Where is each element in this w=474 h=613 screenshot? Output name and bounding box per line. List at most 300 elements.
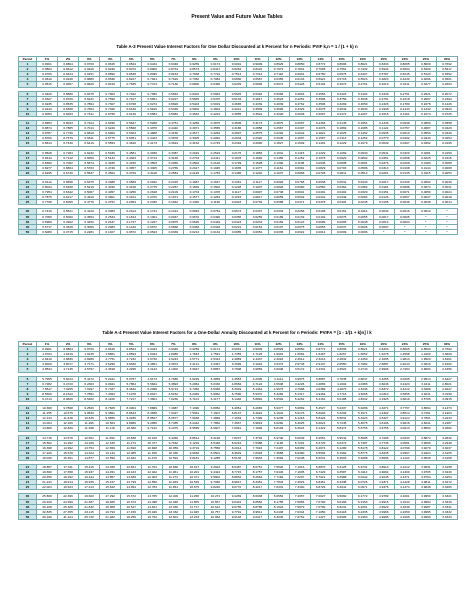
factor-cell: 5.7590: [226, 391, 247, 396]
factor-cell: 0.5568: [121, 126, 142, 131]
factor-cell: 0.1078: [310, 155, 331, 160]
factor-cell: 0.9615: [100, 347, 121, 352]
factor-cell: 1.9135: [79, 352, 100, 357]
factor-cell: 7.3658: [268, 450, 289, 455]
factor-cell: 0.7561: [331, 67, 352, 72]
factor-cell: 0.5194: [310, 82, 331, 87]
factor-cell: 3.3230: [436, 470, 457, 475]
factor-cell: 2.1065: [373, 357, 394, 362]
factor-cell: 10.274: [205, 494, 226, 499]
factor-cell: 5.6685: [352, 435, 373, 440]
factor-cell: 3.8887: [310, 376, 331, 381]
factor-cell: 9.4466: [163, 435, 184, 440]
factor-cell: 0.9423: [58, 72, 79, 77]
factor-cell: 5.3349: [226, 386, 247, 391]
factor-cell: 0.2697: [310, 111, 331, 116]
factor-cell: 6.1944: [268, 411, 289, 416]
factor-cell: 9.2526: [79, 406, 100, 411]
factor-cell: 0.7954: [37, 190, 58, 195]
factor-cell: 0.0074: [415, 185, 436, 190]
factor-cell: 10.836: [163, 464, 184, 469]
factor-cell: 0.8548: [100, 77, 121, 82]
factor-cell: 6.2335: [352, 509, 373, 514]
factor-cell: 10.567: [205, 499, 226, 504]
factor-cell: 6.4235: [268, 416, 289, 421]
factor-cell: 7.2497: [268, 445, 289, 450]
factor-cell: 0.0320: [394, 150, 415, 155]
factor-cell: 0.0610: [394, 131, 415, 136]
factor-cell: 20.456: [37, 475, 58, 480]
factor-cell: 0.2394: [226, 141, 247, 146]
factor-cell: 14.451: [100, 470, 121, 475]
factor-cell: 0.8277: [37, 165, 58, 170]
factor-cell: 7.6344: [289, 509, 310, 514]
factor-cell: 9.7632: [163, 440, 184, 445]
factor-cell: 0.1229: [310, 150, 331, 155]
factor-cell: 0.0181: [373, 185, 394, 190]
factor-cell: 0.7513: [226, 72, 247, 77]
factor-cell: 3.9927: [184, 367, 205, 372]
factor-cell: 8.1755: [268, 499, 289, 504]
factor-cell: 0.9091: [226, 62, 247, 67]
factor-cell: 11.925: [184, 509, 205, 514]
factor-cell: 11.118: [100, 426, 121, 431]
factor-cell: 12.233: [184, 514, 205, 519]
rate-header: 12%: [268, 342, 289, 347]
factor-cell: 0.1594: [436, 96, 457, 101]
factor-cell: 1.7125: [247, 352, 268, 357]
factor-cell: 0.0053: [436, 170, 457, 175]
factor-cell: 3.3289: [415, 386, 436, 391]
period-cell: 14: [19, 136, 37, 141]
factor-cell: 3.2487: [436, 421, 457, 426]
factor-cell: 0.2320: [247, 136, 268, 141]
factor-cell: 0.4556: [310, 91, 331, 96]
factor-cell: 0.2330: [142, 200, 163, 205]
factor-cell: 7.2297: [289, 475, 310, 480]
factor-cell: 0.8929: [268, 347, 289, 352]
factor-cell: 8.6938: [247, 494, 268, 499]
period-cell: 3: [19, 357, 37, 362]
factor-cell: 3.0373: [268, 362, 289, 367]
factor-cell: 4.4859: [205, 376, 226, 381]
factor-cell: 0.7284: [58, 150, 79, 155]
factor-cell: 2.5771: [184, 357, 205, 362]
factor-cell: 0.9346: [163, 62, 184, 67]
factor-cell: 0.3387: [163, 150, 184, 155]
factor-cell: 0.0532: [289, 195, 310, 200]
factor-cell: 0.7224: [79, 121, 100, 126]
factor-cell: 0.9327: [37, 96, 58, 101]
factor-cell: 6.2153: [352, 499, 373, 504]
factor-cell: 0.6227: [163, 96, 184, 101]
factor-cell: 0.0431: [310, 195, 331, 200]
factor-cell: 18.292: [58, 475, 79, 480]
factor-cell: 5.4675: [352, 421, 373, 426]
factor-cell: 0.0151: [331, 209, 352, 214]
factor-cell: 21.487: [79, 499, 100, 504]
period-cell: 9: [19, 106, 37, 111]
factor-cell: 7.5361: [184, 411, 205, 416]
factor-cell: 4.9476: [373, 485, 394, 490]
factor-cell: 0.3624: [163, 141, 184, 146]
factor-cell: 1.9520: [415, 357, 436, 362]
factor-cell: 14.324: [79, 450, 100, 455]
factor-cell: 18.908: [100, 504, 121, 509]
factor-cell: 0.4150: [163, 131, 184, 136]
factor-cell: 0.4581: [121, 150, 142, 155]
factor-cell: 0.3269: [331, 101, 352, 106]
factor-cell: 8.4217: [247, 485, 268, 490]
factor-cell: 9.2950: [142, 421, 163, 426]
factor-cell: 0.1685: [352, 126, 373, 131]
factor-cell: 3.3330: [436, 499, 457, 504]
rate-header: 6%: [142, 57, 163, 62]
factor-cell: 0.0208: [394, 160, 415, 165]
factor-cell: 0.5066: [268, 91, 289, 96]
factor-cell: 7.3255: [58, 386, 79, 391]
factor-cell: 0.8264: [226, 67, 247, 72]
factor-cell: 13.799: [121, 480, 142, 485]
factor-cell: 3.3272: [436, 480, 457, 485]
factor-cell: 0.6864: [58, 165, 79, 170]
factor-cell: 0.0313: [373, 165, 394, 170]
factor-cell: 7.1196: [268, 440, 289, 445]
factor-cell: 13.134: [100, 450, 121, 455]
factor-cell: 0.1346: [373, 121, 394, 126]
factor-cell: 0.7579: [58, 136, 79, 141]
factor-cell: 4.9245: [373, 475, 394, 480]
factor-cell: 6.5504: [310, 450, 331, 455]
factor-cell: 15.415: [79, 464, 100, 469]
factor-cell: 0.7107: [121, 96, 142, 101]
rate-header: 5%: [121, 57, 142, 62]
factor-cell: 0.7002: [58, 160, 79, 165]
factor-cell: 4.8534: [37, 367, 58, 372]
factor-cell: 7.1034: [226, 416, 247, 421]
factor-cell: 0.0826: [268, 185, 289, 190]
factor-cell: 0.5470: [205, 96, 226, 101]
factor-cell: 0.7130: [163, 82, 184, 87]
factor-cell: 0.6768: [121, 101, 142, 106]
factor-cell: 0.6598: [58, 179, 79, 184]
factor-cell: 4.0591: [394, 440, 415, 445]
factor-cell: 10.962: [205, 514, 226, 519]
factor-cell: 8.3838: [142, 411, 163, 416]
factor-cell: 2.4437: [247, 357, 268, 362]
factor-cell: 5.5370: [247, 391, 268, 396]
factor-cell: 6.4624: [289, 426, 310, 431]
factor-cell: 0.2946: [289, 111, 310, 116]
factor-cell: 0.4057: [100, 190, 121, 195]
factor-cell: 0.0334: [268, 209, 289, 214]
factor-cell: 7.6517: [37, 386, 58, 391]
factor-cell: 8.5136: [226, 455, 247, 460]
factor-cell: 0.2267: [352, 111, 373, 116]
factor-cell: 0.4970: [142, 126, 163, 131]
factor-cell: 0.9009: [247, 62, 268, 67]
factor-cell: 0.7441: [79, 111, 100, 116]
factor-cell: 0.1229: [331, 141, 352, 146]
factor-cell: 6.6166: [331, 499, 352, 504]
period-cell: 13: [19, 416, 37, 421]
factor-cell: 0.1452: [352, 131, 373, 136]
factor-cell: 1.7833: [184, 352, 205, 357]
factor-cell: 1.6681: [289, 352, 310, 357]
factor-cell: 0.0213: [184, 229, 205, 234]
factor-cell: 0.5346: [247, 91, 268, 96]
factor-cell: 2.7232: [121, 357, 142, 362]
factor-cell: 0.0875: [163, 219, 184, 224]
factor-cell: 0.0009: [331, 229, 352, 234]
factor-cell: 0.5132: [226, 96, 247, 101]
factor-cell: 5.9288: [352, 455, 373, 460]
factor-cell: 7.0027: [310, 494, 331, 499]
factor-cell: 6.7291: [289, 440, 310, 445]
factor-cell: 0.0558: [436, 121, 457, 126]
factor-cell: 0.8000: [415, 62, 436, 67]
factor-cell: 0.6830: [226, 77, 247, 82]
factor-cell: 6.4674: [310, 445, 331, 450]
factor-cell: 4.7135: [58, 367, 79, 372]
factor-cell: 19.793: [100, 509, 121, 514]
factor-cell: 0.8065: [394, 62, 415, 67]
factor-cell: 3.9424: [415, 450, 436, 455]
factor-cell: 7.6446: [268, 470, 289, 475]
factor-cell: 3.8241: [415, 421, 436, 426]
factor-cell: 0.1300: [268, 160, 289, 165]
factor-cell: 0.9426: [79, 67, 100, 72]
factor-cell: 3.9995: [415, 509, 436, 514]
factor-cell: 4.8332: [352, 396, 373, 401]
factor-cell: 0.0703: [331, 165, 352, 170]
factor-cell: 0.3505: [226, 121, 247, 126]
factor-cell: 4.0013: [394, 426, 415, 431]
factor-cell: 4.0333: [394, 435, 415, 440]
period-cell: 36: [19, 219, 37, 224]
factor-cell: 0.4523: [268, 96, 289, 101]
factor-cell: 7.5488: [247, 440, 268, 445]
factor-cell: 5.8178: [352, 445, 373, 450]
factor-cell: 0.4323: [331, 91, 352, 96]
factor-cell: 8.1924: [268, 504, 289, 509]
factor-cell: 10.371: [184, 475, 205, 480]
rate-header: 5%: [121, 342, 142, 347]
factor-cell: 5.7864: [121, 381, 142, 386]
factor-cell: 0.3450: [79, 219, 100, 224]
factor-cell: 0.8396: [142, 72, 163, 77]
factor-cell: 0.0802: [352, 155, 373, 160]
factor-cell: 0.0038: [415, 200, 436, 205]
factor-cell: 0.0543: [142, 229, 163, 234]
factor-cell: 0.0116: [436, 155, 457, 160]
factor-cell: 0.6989: [37, 219, 58, 224]
factor-cell: 0.0085: [226, 229, 247, 234]
factor-cell: 0.5051: [121, 136, 142, 141]
factor-cell: 6.8399: [289, 445, 310, 450]
factor-cell: 0.5921: [310, 77, 331, 82]
factor-cell: 8.3649: [226, 450, 247, 455]
factor-cell: 0.8375: [79, 91, 100, 96]
period-cell: 2: [19, 352, 37, 357]
factor-cell: 9.8181: [184, 455, 205, 460]
factor-cell: 0.1727: [121, 219, 142, 224]
factor-cell: 0.5120: [415, 72, 436, 77]
period-cell: 8: [19, 386, 37, 391]
factor-cell: 0.2919: [184, 150, 205, 155]
factor-cell: 0.0088: [394, 185, 415, 190]
factor-cell: 7.5856: [289, 499, 310, 504]
period-cell: 16: [19, 150, 37, 155]
factor-cell: 0.0680: [289, 185, 310, 190]
factor-cell: 3.6299: [100, 362, 121, 367]
factor-cell: 0.1486: [226, 170, 247, 175]
factor-cell: 3.9279: [415, 445, 436, 450]
factor-cell: 0.9612: [58, 67, 79, 72]
factor-cell: 0.0071: [394, 190, 415, 195]
factor-cell: 0.0471: [289, 200, 310, 205]
factor-cell: 0.6756: [100, 111, 121, 116]
factor-cell: 0.6407: [352, 72, 373, 77]
factor-cell: 3.3286: [436, 485, 457, 490]
factor-cell: 8.8786: [247, 504, 268, 509]
factor-cell: 0.2042: [289, 131, 310, 136]
factor-cell: *: [436, 224, 457, 229]
factor-cell: 13.865: [37, 426, 58, 431]
factor-cell: 4.3295: [121, 367, 142, 372]
factor-cell: 0.1164: [394, 111, 415, 116]
factor-cell: 5.3893: [163, 381, 184, 386]
factor-cell: 7.1909: [247, 426, 268, 431]
factor-cell: 0.1807: [289, 136, 310, 141]
rate-header: 13%: [289, 342, 310, 347]
factor-cell: 5.8892: [247, 396, 268, 401]
factor-cell: 0.1678: [415, 101, 436, 106]
factor-cell: 8.0751: [247, 464, 268, 469]
factor-cell: 0.7432: [352, 67, 373, 72]
factor-cell: 0.4104: [352, 91, 373, 96]
factor-cell: 0.7014: [79, 126, 100, 131]
factor-cell: 5.8775: [352, 450, 373, 455]
factor-cell: 0.1240: [247, 170, 268, 175]
factor-cell: 25.808: [37, 494, 58, 499]
factor-cell: 0.1741: [142, 209, 163, 214]
factor-cell: 1.5278: [373, 352, 394, 357]
factor-cell: 0.4529: [58, 224, 79, 229]
factor-cell: 6.3125: [331, 464, 352, 469]
factor-cell: 0.0035: [268, 229, 289, 234]
factor-cell: 0.6419: [79, 141, 100, 146]
factor-cell: 0.9524: [121, 347, 142, 352]
period-cell: 9: [19, 391, 37, 396]
factor-cell: 4.0386: [352, 381, 373, 386]
factor-cell: 0.0754: [205, 209, 226, 214]
factor-cell: 0.4751: [163, 121, 184, 126]
factor-cell: 4.9995: [373, 514, 394, 519]
factor-cell: 8.5595: [184, 426, 205, 431]
factor-cell: 21.832: [79, 504, 100, 509]
factor-cell: 0.1821: [310, 131, 331, 136]
factor-cell: 0.4803: [289, 91, 310, 96]
period-cell: 18: [19, 160, 37, 165]
factor-cell: 4.3553: [226, 376, 247, 381]
factor-cell: 0.9804: [58, 62, 79, 67]
factor-cell: 0.1415: [289, 150, 310, 155]
factor-cell: 0.0168: [394, 165, 415, 170]
factor-cell: 8.0552: [268, 494, 289, 499]
factor-cell: 0.3050: [352, 101, 373, 106]
factor-cell: 9.8986: [121, 421, 142, 426]
factor-cell: 0.3751: [100, 200, 121, 205]
factor-cell: 0.2693: [436, 82, 457, 87]
factor-cell: 0.0930: [352, 150, 373, 155]
factor-cell: 0.7938: [184, 72, 205, 77]
factor-cell: 0.0057: [394, 195, 415, 200]
factor-cell: 0.6139: [121, 111, 142, 116]
factor-cell: 0.7118: [268, 72, 289, 77]
factor-cell: 0.0031: [436, 185, 457, 190]
rate-header: 4%: [100, 57, 121, 62]
factor-cell: 5.4172: [79, 376, 100, 381]
factor-cell: 0.0180: [415, 160, 436, 165]
factor-cell: 10.336: [163, 450, 184, 455]
factor-cell: 0.8850: [289, 347, 310, 352]
factor-cell: 9.8226: [205, 485, 226, 490]
factor-cell: 13.035: [163, 504, 184, 509]
factor-cell: 4.8696: [373, 455, 394, 460]
period-cell: 13: [19, 131, 37, 136]
factor-cell: 5.9952: [205, 391, 226, 396]
factor-cell: 7.0197: [79, 386, 100, 391]
rate-header: 14%: [310, 57, 331, 62]
period-cell: 19: [19, 450, 37, 455]
factor-cell: 17.292: [100, 494, 121, 499]
factor-cell: 16.398: [37, 445, 58, 450]
factor-cell: 2.2832: [331, 357, 352, 362]
factor-cell: 4.1103: [394, 455, 415, 460]
factor-cell: 2.1662: [436, 362, 457, 367]
rate-header: 7%: [163, 57, 184, 62]
factor-cell: 0.1161: [268, 165, 289, 170]
factor-cell: 0.2314: [121, 209, 142, 214]
factor-cell: 0.0151: [373, 190, 394, 195]
factor-cell: 2.9137: [310, 362, 331, 367]
factor-cell: 0.0376: [373, 160, 394, 165]
factor-cell: 0.1117: [226, 190, 247, 195]
factor-cell: 0.0318: [205, 224, 226, 229]
factor-cell: 0.1954: [352, 121, 373, 126]
factor-cell: 0.0126: [373, 195, 394, 200]
factor-cell: 0.6209: [226, 82, 247, 87]
factor-cell: 3.2233: [436, 416, 457, 421]
factor-cell: 3.2743: [352, 367, 373, 372]
factor-cell: 3.8514: [394, 411, 415, 416]
factor-cell: 0.8219: [100, 82, 121, 87]
factor-cell: 6.8109: [268, 426, 289, 431]
factor-cell: 0.0055: [352, 214, 373, 219]
factor-cell: 0.1407: [100, 229, 121, 234]
factor-cell: 0.4823: [373, 77, 394, 82]
factor-cell: 6.2303: [79, 381, 100, 386]
factor-cell: 0.8706: [58, 96, 79, 101]
factor-cell: 0.3405: [184, 136, 205, 141]
factor-cell: 0.8696: [331, 62, 352, 67]
factor-cell: 0.0330: [436, 131, 457, 136]
factor-cell: 8.8514: [184, 435, 205, 440]
factor-cell: 9.7868: [58, 406, 79, 411]
factor-cell: 3.5460: [121, 362, 142, 367]
factor-cell: 3.4331: [310, 367, 331, 372]
